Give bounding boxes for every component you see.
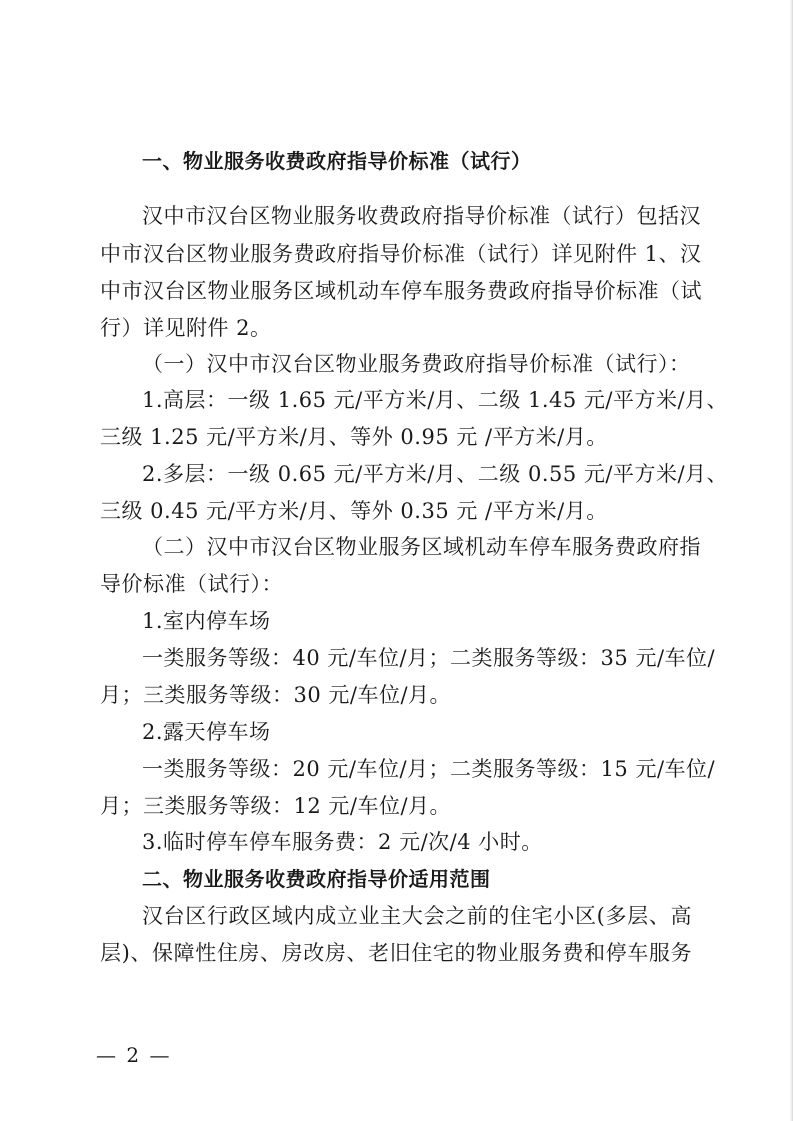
- page-number: — 2 —: [96, 1043, 172, 1067]
- subsection-2-title-line-2: 导价标准（试行）：: [100, 572, 283, 596]
- indoor-parking-line-2: 月；三类服务等级：30 元/车位/月。: [100, 683, 452, 707]
- indoor-parking-title: 1.室内停车场: [142, 609, 271, 633]
- outdoor-parking-line-1: 一类服务等级：20 元/车位/月；二类服务等级：15 元/车位/: [142, 757, 716, 781]
- outdoor-parking-title: 2.露天停车场: [142, 720, 271, 744]
- item-1-line-1: 1.高层：一级 1.65 元/平方米/月、二级 1.45 元/平方米/月、: [142, 388, 729, 412]
- section-heading-2: 二、物业服务收费政府指导价适用范围: [142, 867, 491, 891]
- item-1-line-2: 三级 1.25 元/平方米/月、等外 0.95 元 /平方米/月。: [100, 425, 608, 449]
- paragraph-1-line-3: 中市汉台区物业服务区域机动车停车服务费政府指导价标准（试: [100, 279, 702, 303]
- temporary-parking-fee: 3.临时停车停车服务费：2 元/次/4 小时。: [142, 830, 543, 854]
- item-2-line-2: 三级 0.45 元/平方米/月、等外 0.35 元 /平方米/月。: [100, 499, 608, 523]
- item-2-line-1: 2.多层：一级 0.65 元/平方米/月、二级 0.55 元/平方米/月、: [142, 462, 729, 486]
- section-heading-1: 一、物业服务收费政府指导价标准（试行）: [142, 149, 532, 173]
- paragraph-1-line-2: 中市汉台区物业服务费政府指导价标准（试行）详见附件 1、汉: [100, 242, 702, 266]
- indoor-parking-line-1: 一类服务等级：40 元/车位/月；二类服务等级：35 元/车位/: [142, 646, 716, 670]
- outdoor-parking-line-2: 月；三类服务等级：12 元/车位/月。: [100, 794, 452, 818]
- paragraph-1-line-1: 汉中市汉台区物业服务收费政府指导价标准（试行）包括汉: [142, 204, 701, 228]
- subsection-2-title-line-1: （二）汉中市汉台区物业服务区域机动车停车服务费政府指: [142, 535, 701, 559]
- paragraph-2-line-2: 层)、保障性住房、房改房、老旧住宅的物业服务费和停车服务: [100, 941, 692, 965]
- subsection-1-title: （一）汉中市汉台区物业服务费政府指导价标准（试行）：: [142, 352, 691, 376]
- paragraph-1-line-4: 行）详见附件 2。: [100, 316, 272, 340]
- paragraph-2-line-1: 汉台区行政区域内成立业主大会之前的住宅小区(多层、高: [142, 904, 692, 928]
